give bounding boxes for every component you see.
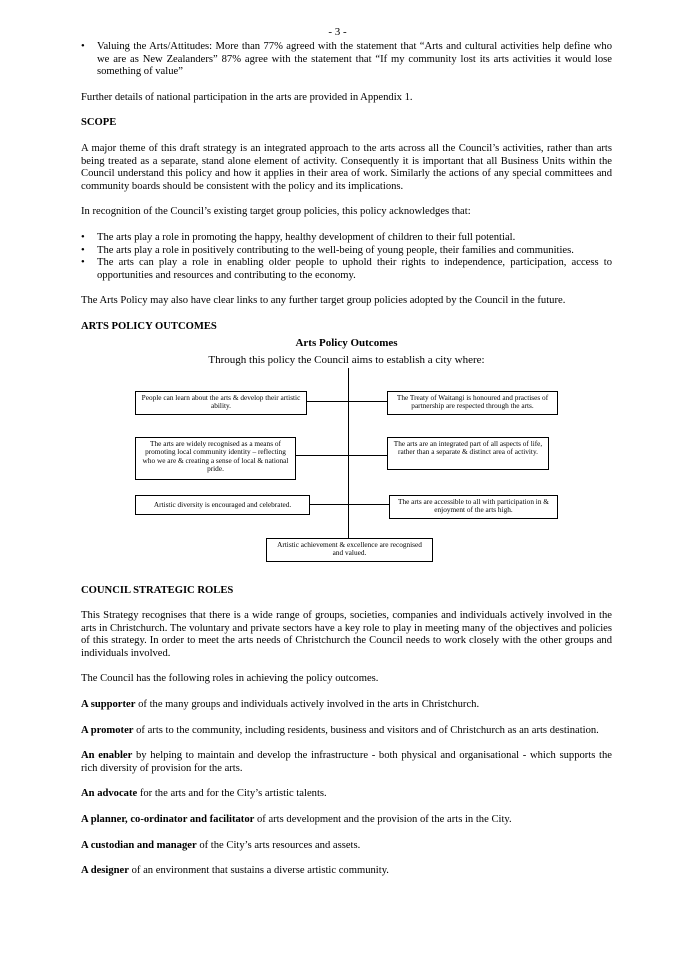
intro-bullet-list — [81, 41, 612, 79]
role-advocate — [81, 788, 612, 801]
role-description: of an environment that sustains a diverse artistic community. — [128, 865, 389, 877]
outcome-box-excellence: Artistic achievement & excellence are recognised and valued. — [266, 538, 433, 562]
scope-paragraph-1: A major theme of this draft strategy is an integrated approach to the arts across all the Council’s activities, rather than arts being treated as a separate, stand alone element of activity. Consequently it is important that all Business Units within the Council understand this policy and how it applies in their area of work. Similarly the actions of any special committees and community boards should be consistent with the policy and its implications. — [81, 142, 612, 192]
roles-paragraph-1: This Strategy recognises that there is a wide range of groups, societies, companies and individuals actively involved in the arts in Christchurch. The voluntary and private sectors have a key role to play in meeting many of the objectives and policies of this strategy. In order to meet the arts needs of Christchurch the Council needs to work closely with the other groups and individuals involved. — [81, 610, 612, 659]
role-supporter — [81, 699, 612, 712]
role-designer — [81, 865, 612, 878]
role-custodian — [81, 840, 612, 853]
role-description: for the arts and for the City’s artistic talents. — [137, 788, 327, 800]
list-item: • Valuing the Arts/Attitudes: More than 77% agreed with the statement that “Arts and cultural activities help define who we are as New Zealanders” 87% agree with the statement that “If my community lost its arts activities it would lose something of value” — [81, 41, 612, 79]
connector-row-2 — [295, 455, 387, 456]
outcome-box-learn: People can learn about the arts & develop their artistic ability. — [135, 391, 307, 415]
role-term: A designer — [81, 865, 129, 877]
list-item: • The arts play a role in positively contributing to the well-being of young people, their families and communities. — [81, 245, 612, 258]
role-term: An enabler — [81, 750, 133, 762]
outcomes-heading: ARTS POLICY OUTCOMES — [81, 320, 217, 332]
roles-paragraph-2: The Council has the following roles in achieving the policy outcomes. — [81, 673, 379, 685]
role-term: A promoter — [81, 724, 134, 736]
role-description: of arts development and the provision of the arts in the City. — [254, 814, 512, 826]
role-enabler — [81, 750, 612, 775]
outcome-box-identity: The arts are widely recognised as a means of promoting local community identity – reflecting who we are & creating a sense of local & national pride. — [135, 437, 296, 480]
scope-paragraph-2: In recognition of the Council’s existing target group policies, this policy acknowledges that: — [81, 206, 471, 218]
role-promoter — [81, 725, 612, 738]
role-description: of the many groups and individuals actively involved in the arts in Christchurch. — [135, 699, 480, 711]
outcome-box-diversity: Artistic diversity is encouraged and celebrated. — [135, 495, 310, 515]
page-number: - 3 - — [328, 26, 347, 38]
diagram-title: Arts Policy Outcomes — [295, 336, 398, 349]
diagram-subtitle: Through this policy the Council aims to establish a city where: — [208, 353, 485, 366]
connector-row-1 — [306, 401, 388, 402]
role-term: A planner, co-ordinator and facilitator — [81, 814, 255, 826]
list-item: • The arts play a role in promoting the happy, healthy development of children to their full potential. — [81, 232, 612, 245]
scope-paragraph-3: The Arts Policy may also have clear links to any further target group policies adopted by the Council in the future. — [81, 295, 566, 307]
appendix-note: Further details of national participation in the arts are provided in Appendix 1. — [81, 91, 413, 103]
role-description: of the City’s arts resources and assets. — [196, 839, 361, 851]
outcome-box-integrated: The arts are an integrated part of all aspects of life, rather than a separate & distinct area of activity. — [387, 437, 549, 470]
connector-row-3 — [309, 504, 389, 505]
scope-heading: SCOPE — [81, 117, 117, 129]
outcomes-diagram — [81, 337, 612, 573]
role-term: A supporter — [81, 699, 136, 711]
role-planner — [81, 814, 612, 827]
role-term: A custodian and manager — [81, 839, 197, 851]
outcome-box-accessible: The arts are accessible to all with participation in & enjoyment of the arts high. — [389, 495, 558, 519]
target-group-list — [81, 232, 612, 282]
role-description: of arts to the community, including residents, business and visitors and of Christchurch as an arts destination. — [133, 724, 599, 736]
roles-heading: COUNCIL STRATEGIC ROLES — [81, 584, 234, 596]
role-description: by helping to maintain and develop the infrastructure - both physical and organisational - which supports the rich diversity of provision for the arts. — [81, 750, 612, 774]
outcome-box-treaty: The Treaty of Waitangi is honoured and practises of partnership are respected through the arts. — [387, 391, 558, 415]
list-item: • The arts can play a role in enabling older people to uphold their rights to independence, participation, access to opportunities and resources and contributing to the economy. — [81, 257, 612, 282]
vertical-connector — [348, 368, 349, 538]
role-term: An advocate — [81, 788, 138, 800]
document-body — [81, 41, 612, 878]
